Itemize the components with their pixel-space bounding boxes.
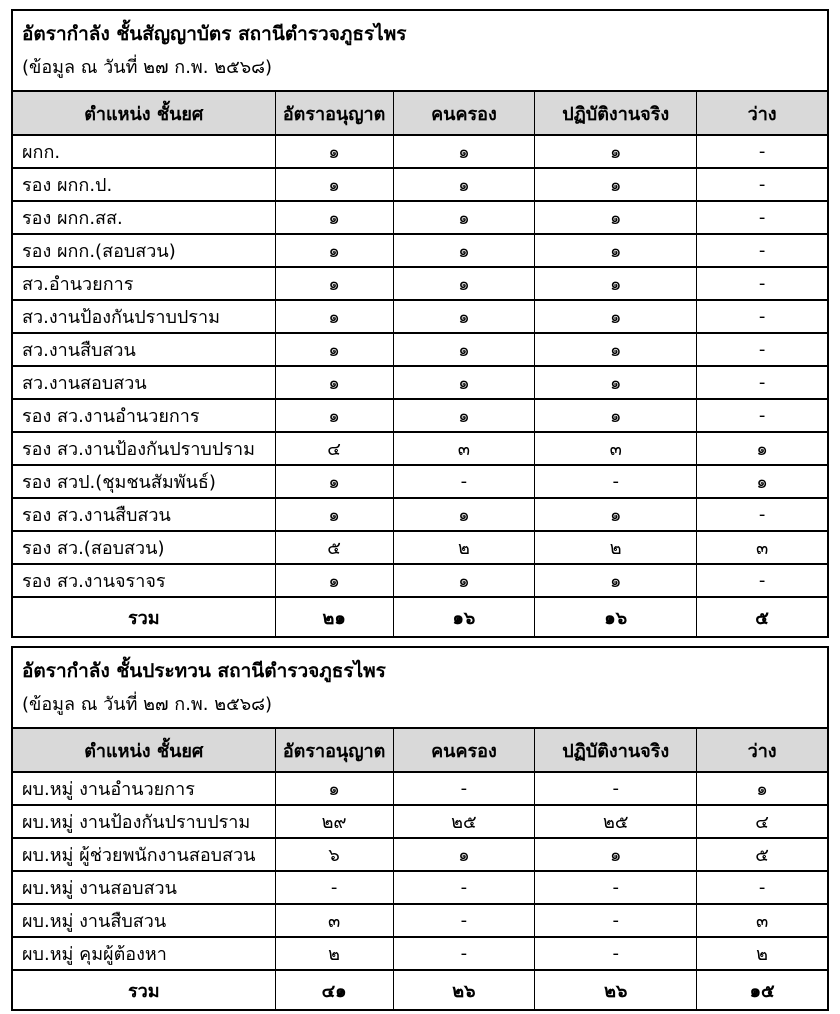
position-cell: สว.งานสอบสวน (13, 366, 275, 399)
position-cell: รอง ผกก.สส. (13, 201, 275, 234)
value-cell: - (697, 498, 827, 531)
column-header: ปฏิบัติงานจริง (535, 91, 697, 135)
value-cell: ๒ (275, 937, 393, 970)
value-cell: ๑ (535, 234, 697, 267)
value-cell: ๑ (393, 135, 535, 168)
value-cell: ๑ (535, 267, 697, 300)
value-cell: ๓ (535, 432, 697, 465)
value-cell: ๑ (535, 498, 697, 531)
value-cell: ๒๕ (393, 805, 535, 838)
total-label: รวม (13, 597, 275, 636)
value-cell: ๑ (535, 201, 697, 234)
value-cell: ๔ (697, 805, 827, 838)
value-cell: ๕ (275, 531, 393, 564)
table-title: อัตรากำลัง ชั้นสัญญาบัตร สถานีตำรวจภูธรไพร (22, 23, 407, 45)
value-cell: ๑ (393, 201, 535, 234)
position-cell: ผบ.หมู่ ผู้ช่วยพนักงานสอบสวน (13, 838, 275, 871)
value-cell: ๑ (275, 267, 393, 300)
total-value-cell: ๒๑ (275, 597, 393, 636)
value-cell: ๑ (393, 564, 535, 597)
value-cell: ๓ (697, 531, 827, 564)
column-header: ว่าง (697, 91, 827, 135)
staffing-table (13, 727, 827, 1009)
table-row (13, 432, 827, 465)
header-row (13, 728, 827, 772)
total-row (13, 970, 827, 1009)
column-header: ตำแหน่ง ชั้นยศ (13, 91, 275, 135)
table-row (13, 201, 827, 234)
table-subtitle: (ข้อมูล ณ วันที่ ๒๗ ก.พ. ๒๕๖๘) (22, 57, 273, 78)
value-cell: ๑ (275, 498, 393, 531)
table-row (13, 300, 827, 333)
value-cell: - (697, 135, 827, 168)
value-cell: ๑ (275, 465, 393, 498)
value-cell: ๑ (697, 432, 827, 465)
table-row (13, 498, 827, 531)
column-header: อัตราอนุญาต (275, 728, 393, 772)
value-cell: ๑ (697, 465, 827, 498)
value-cell: - (393, 871, 535, 904)
table-row (13, 135, 827, 168)
value-cell: ๑ (697, 772, 827, 805)
value-cell: - (697, 234, 827, 267)
table-row (13, 366, 827, 399)
value-cell: ๑ (275, 333, 393, 366)
table-title-area (13, 11, 827, 90)
value-cell: - (535, 904, 697, 937)
value-cell: - (393, 772, 535, 805)
column-header: อัตราอนุญาต (275, 91, 393, 135)
column-header: คนครอง (393, 728, 535, 772)
value-cell: - (393, 465, 535, 498)
value-cell: ๑ (535, 168, 697, 201)
column-header: คนครอง (393, 91, 535, 135)
value-cell: ๒ (697, 937, 827, 970)
value-cell: ๑ (535, 333, 697, 366)
value-cell: - (393, 937, 535, 970)
value-cell: - (535, 937, 697, 970)
value-cell: - (697, 564, 827, 597)
position-cell: รอง ผกก.ป. (13, 168, 275, 201)
value-cell: ๑ (275, 366, 393, 399)
value-cell: - (697, 871, 827, 904)
value-cell: - (535, 465, 697, 498)
value-cell: ๓ (275, 904, 393, 937)
table-row (13, 399, 827, 432)
commissioned-officers-table (11, 9, 829, 638)
value-cell: ๑ (393, 333, 535, 366)
table-row (13, 333, 827, 366)
value-cell: ๑ (535, 564, 697, 597)
value-cell: - (535, 772, 697, 805)
table-title-area (13, 648, 827, 727)
total-value-cell: ๒๖ (535, 970, 697, 1009)
table-row (13, 772, 827, 805)
value-cell: ๑ (393, 838, 535, 871)
table-row (13, 168, 827, 201)
value-cell: ๑ (393, 366, 535, 399)
total-value-cell: ๑๖ (393, 597, 535, 636)
value-cell: ๕ (697, 838, 827, 871)
total-value-cell: ๕ (697, 597, 827, 636)
position-cell: ผกก. (13, 135, 275, 168)
position-cell: รอง สว.งานสืบสวน (13, 498, 275, 531)
table-row (13, 267, 827, 300)
position-cell: ผบ.หมู่ งานสืบสวน (13, 904, 275, 937)
position-cell: สว.งานสืบสวน (13, 333, 275, 366)
value-cell: - (393, 904, 535, 937)
value-cell: ๑ (535, 366, 697, 399)
value-cell: ๑ (275, 564, 393, 597)
column-header: ว่าง (697, 728, 827, 772)
table-row (13, 904, 827, 937)
value-cell: - (697, 201, 827, 234)
total-row (13, 597, 827, 636)
value-cell: ๑ (535, 300, 697, 333)
table-row (13, 838, 827, 871)
position-cell: รอง ผกก.(สอบสวน) (13, 234, 275, 267)
value-cell: ๑ (393, 234, 535, 267)
value-cell: ๑ (393, 399, 535, 432)
value-cell: ๑ (535, 838, 697, 871)
table-row (13, 871, 827, 904)
position-cell: ผบ.หมู่ งานอำนวยการ (13, 772, 275, 805)
value-cell: ๓ (697, 904, 827, 937)
total-value-cell: ๑๕ (697, 970, 827, 1009)
value-cell: ๓ (393, 432, 535, 465)
value-cell: ๑ (393, 300, 535, 333)
position-cell: รอง สว.งานอำนวยการ (13, 399, 275, 432)
value-cell: - (535, 871, 697, 904)
value-cell: ๑ (275, 201, 393, 234)
total-value-cell: ๑๖ (535, 597, 697, 636)
value-cell: - (697, 399, 827, 432)
value-cell: ๖ (275, 838, 393, 871)
value-cell: ๑ (275, 234, 393, 267)
column-header: ปฏิบัติงานจริง (535, 728, 697, 772)
table-row (13, 234, 827, 267)
value-cell: ๑ (275, 135, 393, 168)
header-row (13, 91, 827, 135)
value-cell: ๑ (535, 399, 697, 432)
value-cell: ๔ (275, 432, 393, 465)
table-row (13, 805, 827, 838)
value-cell: - (275, 871, 393, 904)
value-cell: ๑ (535, 135, 697, 168)
table-row (13, 937, 827, 970)
value-cell: ๒ (393, 531, 535, 564)
table-row (13, 531, 827, 564)
position-cell: ผบ.หมู่ คุมผู้ต้องหา (13, 937, 275, 970)
position-cell: สว.อำนวยการ (13, 267, 275, 300)
table-row (13, 465, 827, 498)
total-label: รวม (13, 970, 275, 1009)
table-row (13, 564, 827, 597)
value-cell: ๑ (275, 300, 393, 333)
total-value-cell: ๔๑ (275, 970, 393, 1009)
table-title: อัตรากำลัง ชั้นประทวน สถานีตำรวจภูธรไพร (22, 660, 386, 682)
position-cell: รอง สว.(สอบสวน) (13, 531, 275, 564)
position-cell: ผบ.หมู่ งานป้องกันปราบปราม (13, 805, 275, 838)
value-cell: ๒๕ (535, 805, 697, 838)
value-cell: ๑ (393, 498, 535, 531)
position-cell: ผบ.หมู่ งานสอบสวน (13, 871, 275, 904)
value-cell: ๑ (275, 168, 393, 201)
non-commissioned-officers-table (11, 646, 829, 1011)
position-cell: สว.งานป้องกันปราบปราม (13, 300, 275, 333)
value-cell: - (697, 168, 827, 201)
value-cell: ๒ (535, 531, 697, 564)
position-cell: รอง สว.งานป้องกันปราบปราม (13, 432, 275, 465)
value-cell: - (697, 267, 827, 300)
value-cell: - (697, 300, 827, 333)
value-cell: ๑ (393, 267, 535, 300)
position-cell: รอง สวป.(ชุมชนสัมพันธ์) (13, 465, 275, 498)
value-cell: ๑ (275, 772, 393, 805)
value-cell: - (697, 333, 827, 366)
value-cell: ๑ (393, 168, 535, 201)
staffing-table (13, 90, 827, 636)
position-cell: รอง สว.งานจราจร (13, 564, 275, 597)
value-cell: - (697, 366, 827, 399)
table-subtitle: (ข้อมูล ณ วันที่ ๒๗ ก.พ. ๒๕๖๘) (22, 694, 273, 715)
value-cell: ๑ (275, 399, 393, 432)
total-value-cell: ๒๖ (393, 970, 535, 1009)
column-header: ตำแหน่ง ชั้นยศ (13, 728, 275, 772)
value-cell: ๒๙ (275, 805, 393, 838)
